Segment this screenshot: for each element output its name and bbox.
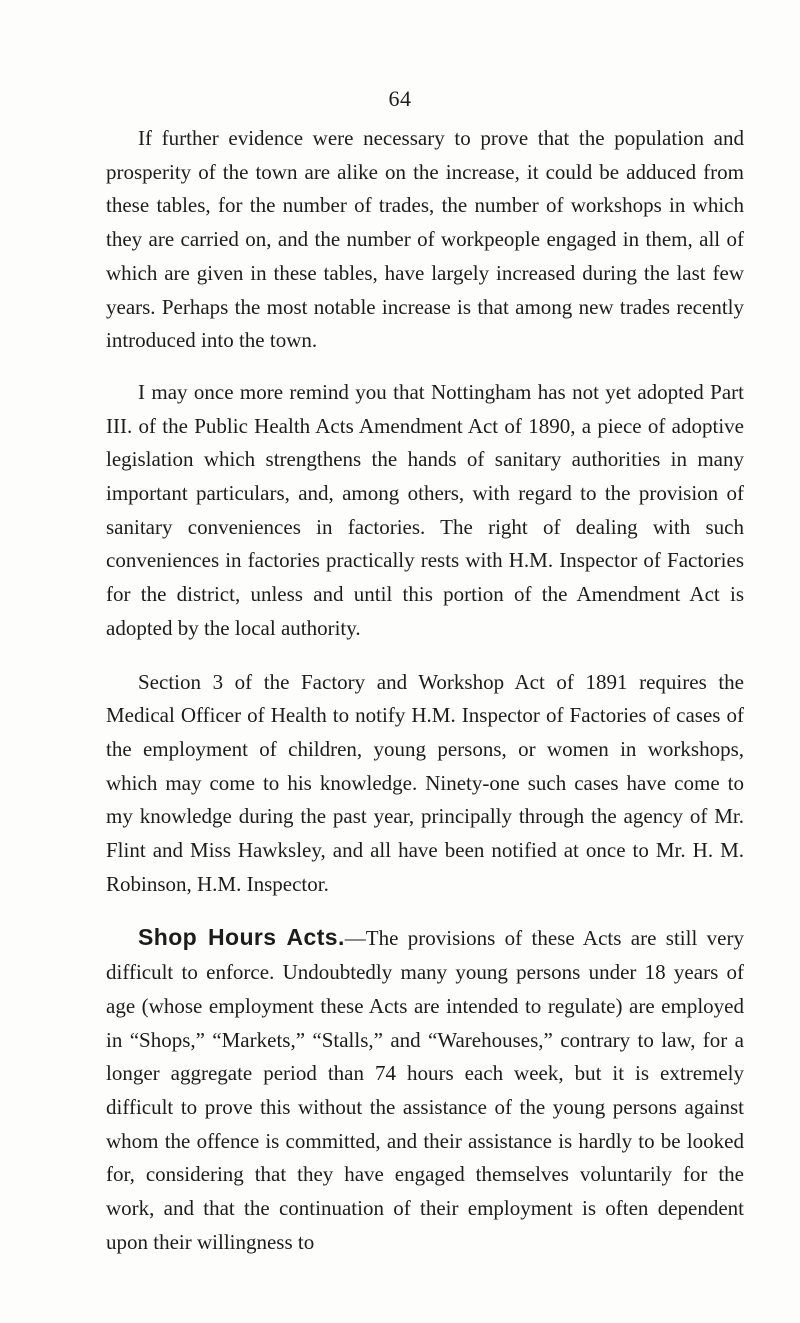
page-number: 64: [388, 86, 412, 111]
paragraph-population-prosperity: If further evidence were necessary to prove that the population and prosperity of the town are alike on the increase, it could be adduced from these tables, for the number of trades, the number of workshops in which they are carried on, and the number of workpeople engaged in them, all of which are given in these tables, have largely increased during the last few years. Perhaps the most notable increase is that among new trades recently introduced into the town.: [106, 126, 744, 353]
shop-hours-text: —The provisions of these Acts are still very difficult to enforce. Undoubtedly many young persons under 18 years of age (whose employment these Acts are intended to regulate) are employed in “Shops,” “Markets,” “Stalls,” and “Warehouses,” contrary to law, for a longer aggregate period than 74 hours each week, but it is extremely difficult to prove this without the assistance of the young persons against whom the offence is committed, and their assistance is hardly to be looked for, considering that they have engaged themselves voluntarily for the work, and that the continuation of their employment is often dependent upon their willingness to: [106, 926, 744, 1254]
paragraph-factory-workshop-act: Section 3 of the Factory and Workshop Act of 1891 requires the Medical Officer of Health to notify H.M. Inspector of Factories of cases of the employment of children, young persons, or women in workshops, which may come to his knowledge. Ninety-one such cases have come to my knowledge during the past year, principally through the agency of Mr. Flint and Miss Hawksley, and all have been notified at once to Mr. H. M. Robinson, H.M. Inspector.: [106, 669, 744, 896]
paragraph-shop-hours-acts: [106, 921, 744, 1259]
section-heading-shop-hours-acts: Shop Hours Acts.: [138, 924, 345, 951]
body-text: [106, 122, 744, 1280]
paragraph-public-health-acts: I may once more remind you that Nottingham has not yet adopted Part III. of the Public Health Acts Amendment Act of 1890, a piece of adoptive legislation which strengthens the hands of sanitary authorities in many important particulars, and, among others, with regard to the provision of sanitary conveniences in factories. The right of dealing with such conveniences in factories practically rests with H.M. Inspector of Factories for the district, unless and until this portion of the Amendment Act is adopted by the local authority.: [106, 379, 744, 640]
